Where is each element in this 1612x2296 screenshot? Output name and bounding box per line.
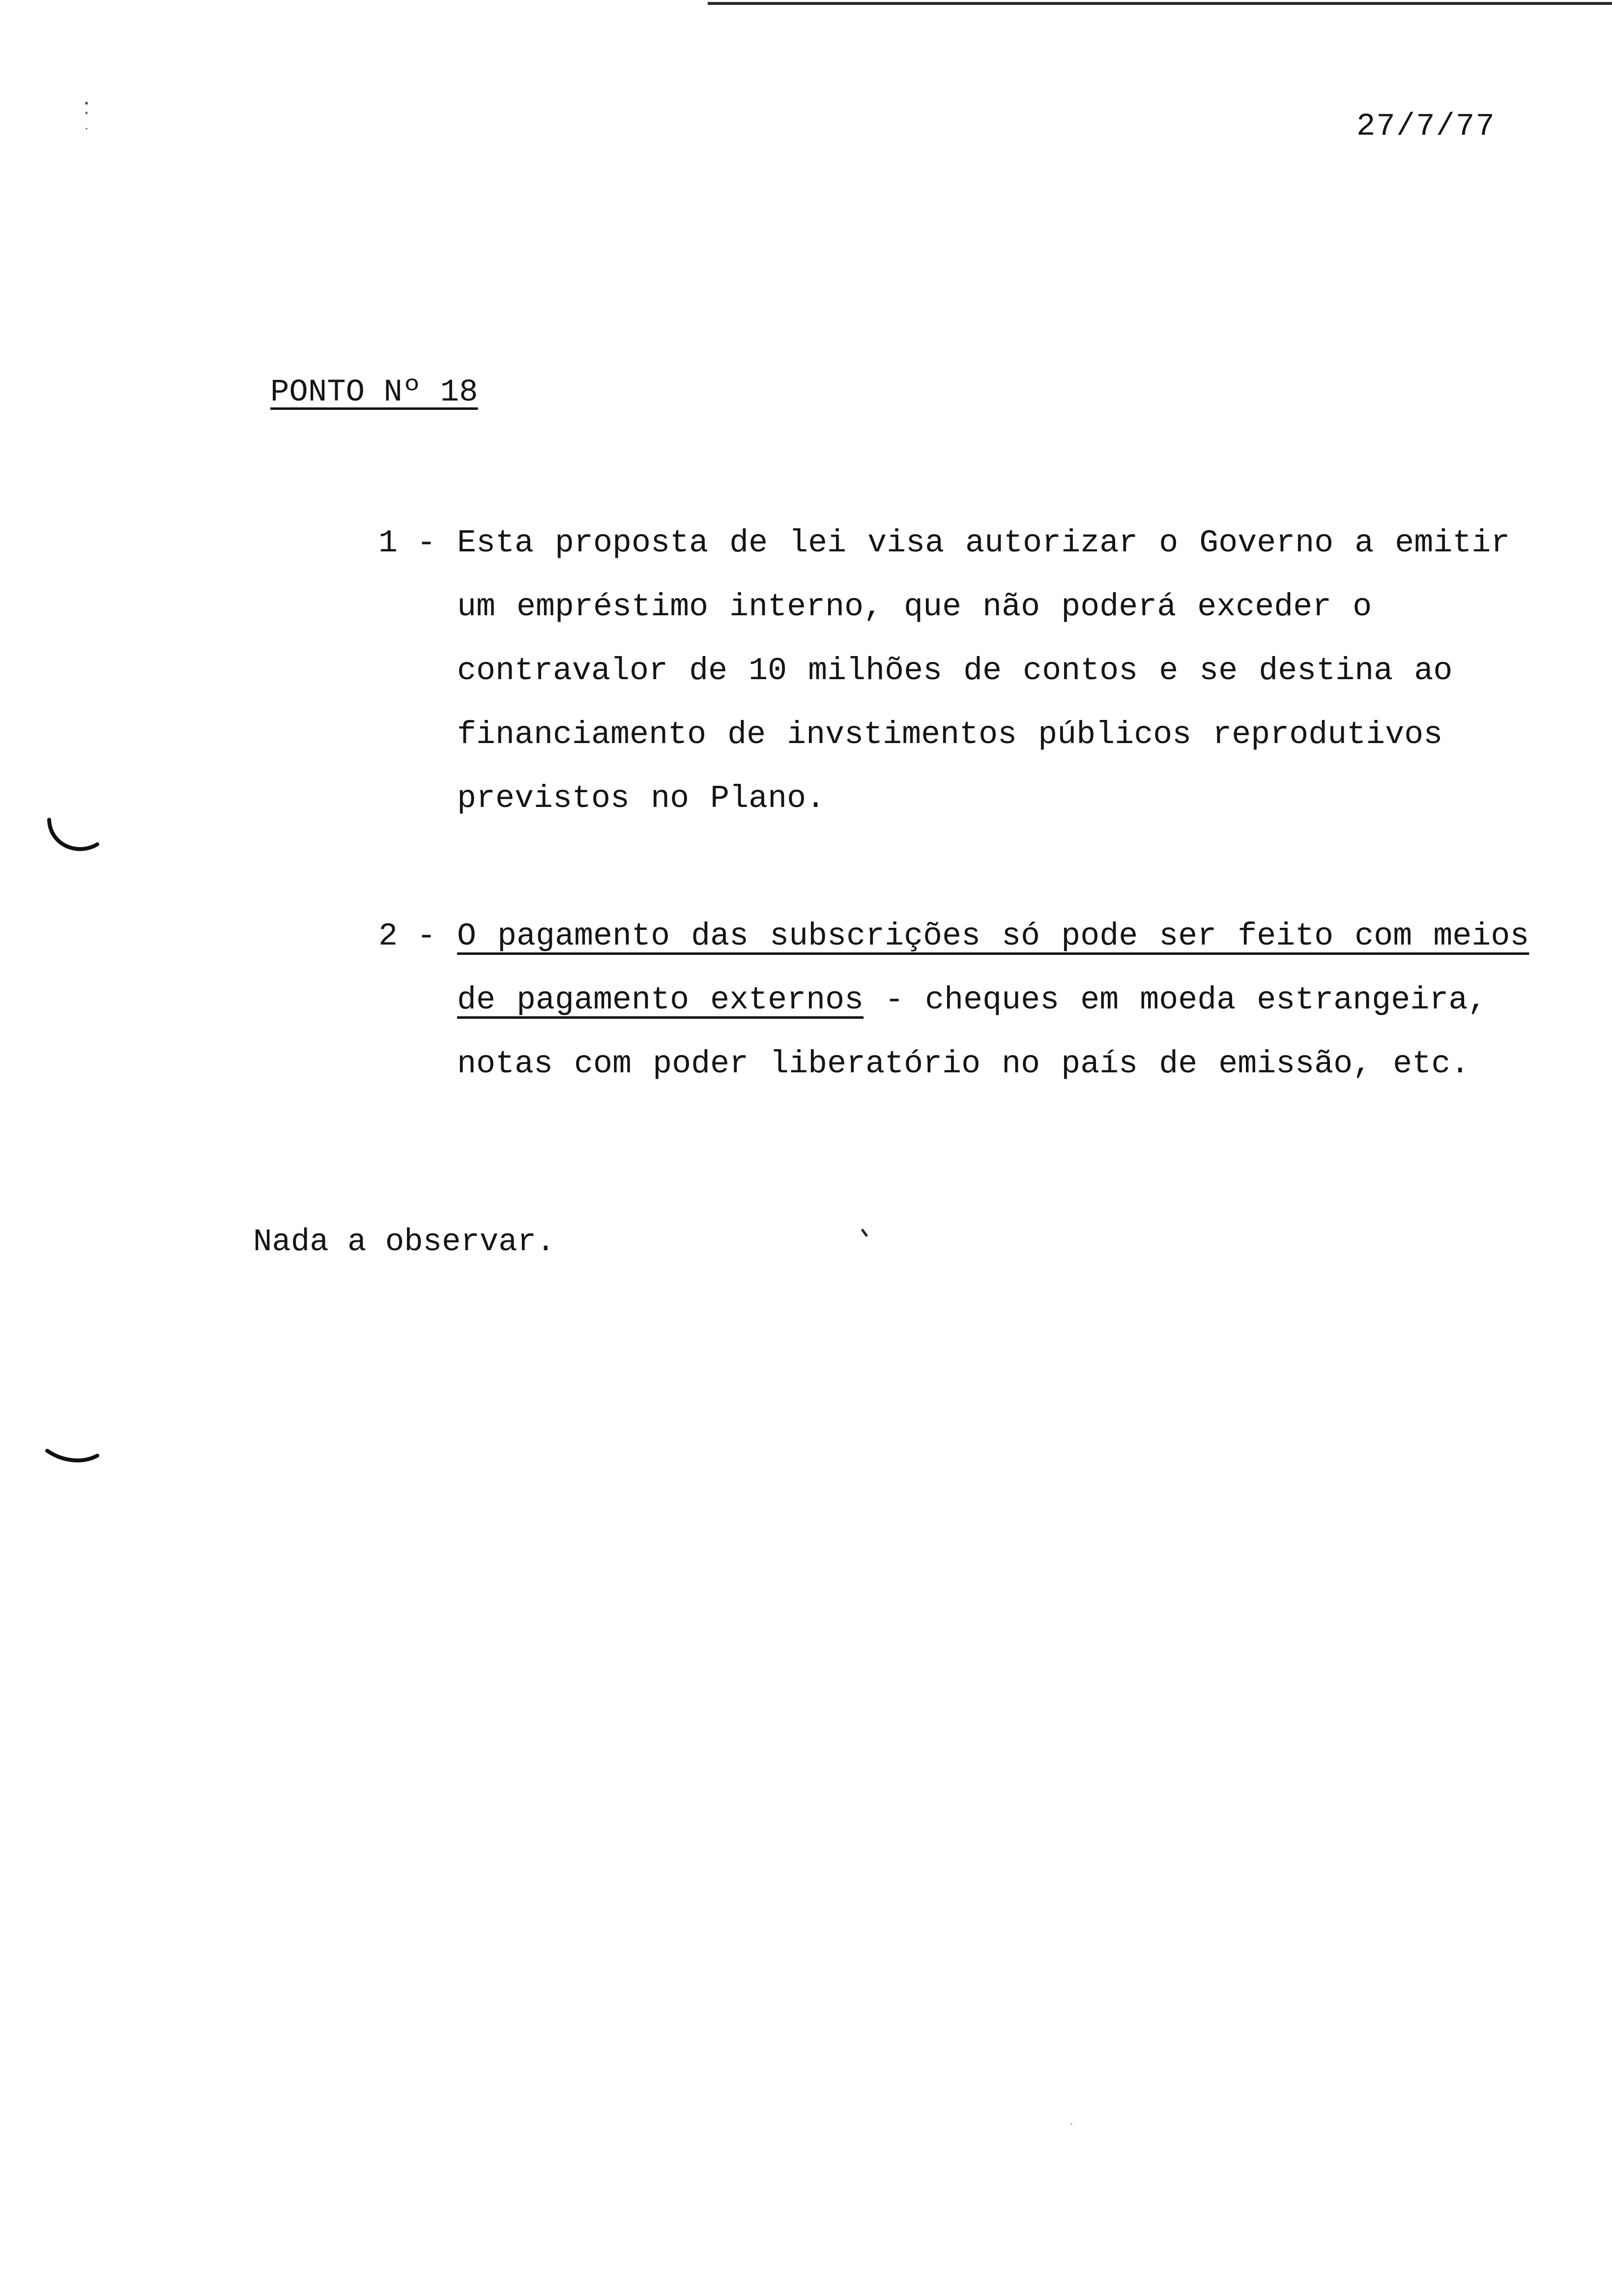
paper-speck <box>1069 2122 1073 2126</box>
item-text: - cheques em moeda estrangeira, notas com poder liberatório no país de emissão, etc. <box>457 982 1487 1082</box>
binder-hole-mark <box>43 816 102 860</box>
margin-speck <box>84 98 89 133</box>
item-text: Esta proposta de lei visa autorizar o Governo a emitir um empréstimo interno, que não poderá exceder o contravalor de 10 milhões de contos e se destina ao financiamento de invstimentos públicos reprodutivos previstos no Plano. <box>457 525 1510 817</box>
top-edge-rule <box>708 2 1612 5</box>
ink-speck <box>861 1229 869 1238</box>
binder-hole-mark <box>43 1445 102 1474</box>
item-underlined-text: O pagamento das subscrições só pode ser feito com meios de pagamento externos <box>457 918 1529 1018</box>
page-heading: PONTO Nº 18 <box>270 375 478 410</box>
closing-remark: Nada a observar. <box>253 1225 555 1260</box>
list-item <box>378 511 1558 831</box>
list-item <box>378 904 1558 1096</box>
document-date: 27/7/77 <box>1356 109 1496 144</box>
item-number: 1 - <box>378 525 436 561</box>
item-text-block <box>457 904 1558 1096</box>
item-number: 2 - <box>378 918 436 954</box>
